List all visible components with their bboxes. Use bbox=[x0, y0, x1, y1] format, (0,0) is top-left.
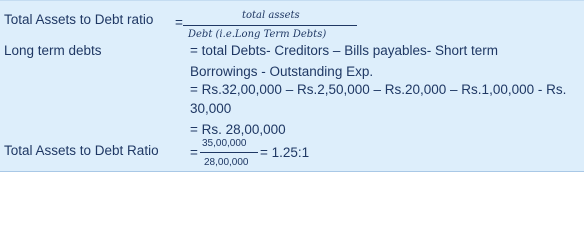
formula-numerator: total assets bbox=[242, 10, 300, 21]
result-denominator: 28,00,000 bbox=[204, 157, 249, 168]
long-term-line-3: = Rs.32,00,000 – Rs.2,50,000 – Rs.20,000 – Rs.1,00,000 - Rs. bbox=[190, 82, 567, 97]
result-numerator: 35,00,000 bbox=[202, 138, 247, 149]
result-fraction-bar bbox=[200, 152, 258, 153]
formula-equals: = bbox=[175, 15, 183, 30]
long-term-line-4: 30,000 bbox=[190, 101, 232, 116]
ratio-result-label: Total Assets to Debt Ratio bbox=[4, 143, 159, 158]
long-term-debts-label: Long term debts bbox=[4, 43, 102, 58]
long-term-line-1: = total Debts- Creditors – Bills payables- Short term bbox=[190, 43, 498, 58]
result-equals: = bbox=[190, 145, 198, 160]
formula-denominator: Debt (i.e.Long Term Debts) bbox=[188, 29, 327, 40]
ratio-label: Total Assets to Debt ratio bbox=[4, 12, 154, 27]
result-value: = 1.25:1 bbox=[260, 145, 310, 160]
formula-fraction-bar bbox=[183, 25, 357, 26]
long-term-line-5: = Rs. 28,00,000 bbox=[190, 122, 286, 137]
long-term-line-2: Borrowings - Outstanding Exp. bbox=[190, 64, 374, 79]
